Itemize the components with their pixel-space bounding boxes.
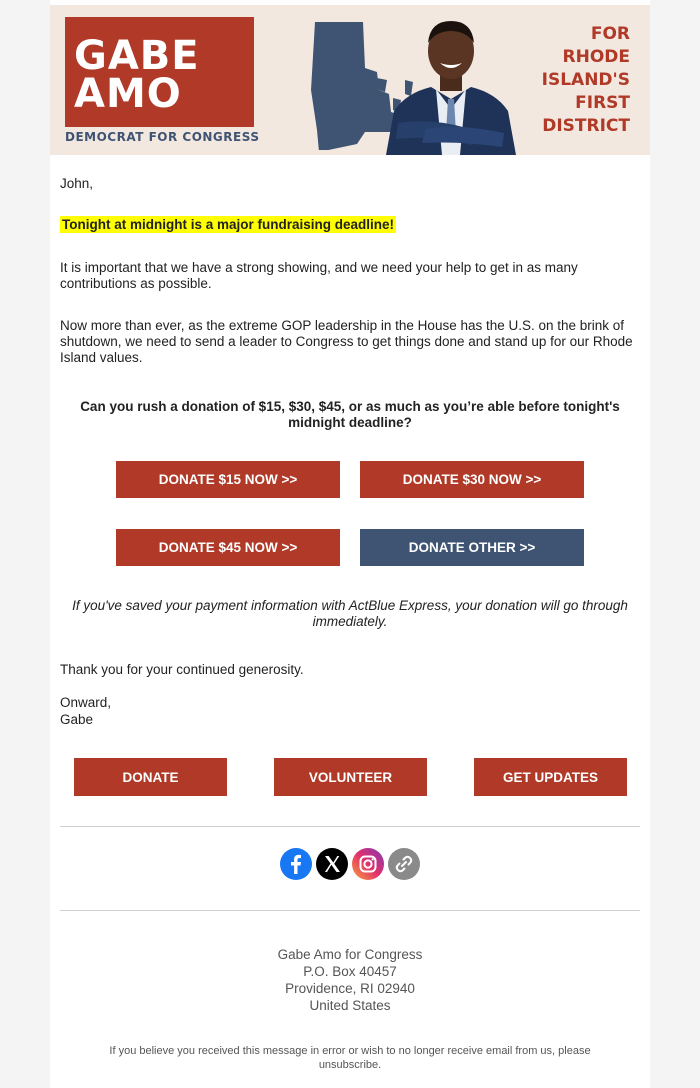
deadline-highlight: Tonight at midnight is a major fundraising deadline!	[62, 217, 395, 232]
footer-country: United States	[309, 998, 391, 1013]
greeting: John,	[60, 176, 94, 191]
footer-po-box: P.O. Box 40457	[303, 964, 397, 979]
header-banner	[50, 5, 650, 155]
donation-ask: Can you rush a donation of $15, $30, $45, or as much as you’re able before tonight's midnight deadline?	[80, 399, 620, 430]
volunteer-button[interactable]: VOLUNTEER	[274, 758, 427, 796]
divider-bottom	[60, 910, 640, 911]
signoff-onward: Onward,	[60, 695, 112, 710]
actblue-express-note: If you've saved your payment information with ActBlue Express, your donation will go through immediately.	[72, 598, 628, 629]
candidate-photo	[386, 13, 516, 155]
get-updates-button[interactable]: GET UPDATES	[474, 758, 627, 796]
logo-subtitle: DEMOCRAT FOR CONGRESS	[65, 130, 260, 144]
signoff-name: Gabe	[60, 712, 94, 727]
link-icon[interactable]	[388, 848, 420, 880]
donate-button[interactable]: DONATE	[74, 758, 227, 796]
logo	[65, 17, 254, 127]
logo-last-name: AMO	[74, 71, 182, 117]
footer-city: Providence, RI 02940	[285, 981, 415, 996]
footer-org: Gabe Amo for Congress	[277, 947, 423, 962]
footer-address	[60, 946, 640, 1014]
district-tagline: FOR RHODE ISLAND'S FIRST DISTRICT	[541, 24, 630, 136]
donate-45-button[interactable]: DONATE $45 NOW >>	[116, 529, 340, 566]
x-icon[interactable]	[316, 848, 348, 880]
instagram-icon[interactable]	[352, 848, 384, 880]
logo-first-name: GABE	[74, 33, 200, 79]
paragraph-importance: It is important that we have a strong showing, and we need your help to get in as many contributions as possible.	[60, 260, 578, 291]
donate-other-button[interactable]: DONATE OTHER >>	[360, 529, 584, 566]
donate-15-button[interactable]: DONATE $15 NOW >>	[116, 461, 340, 498]
unsubscribe-notice[interactable]: If you believe you received this message in error or wish to no longer receive email from us, please unsubscribe.	[109, 1045, 591, 1071]
facebook-icon[interactable]	[280, 848, 312, 880]
thank-you-text: Thank you for your continued generosity.	[60, 662, 304, 677]
donate-30-button[interactable]: DONATE $30 NOW >>	[360, 461, 584, 498]
divider-top	[60, 826, 640, 827]
email-body	[50, 0, 650, 1088]
paragraph-shutdown: Now more than ever, as the extreme GOP leadership in the House has the U.S. on the brink of shutdown, we need to send a leader to Congress to get things done and stand up for our Rhode Island values.	[60, 318, 633, 365]
